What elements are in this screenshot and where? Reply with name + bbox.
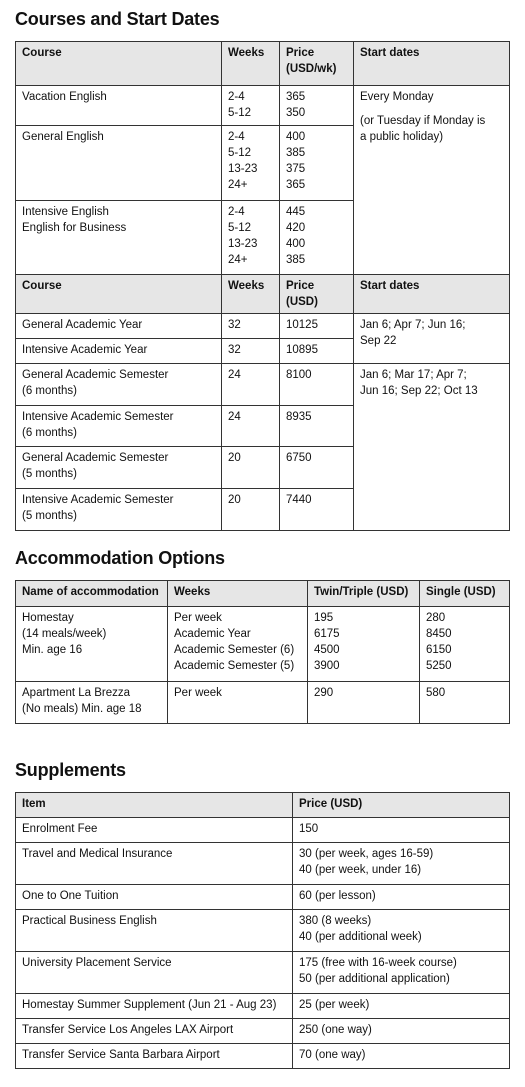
course-start-dates: Jan 6; Apr 7; Jun 16; Sep 22: [354, 314, 510, 364]
course-price: 10125: [280, 314, 354, 339]
table-row: [16, 952, 510, 994]
supplement-price: 30 (per week, ages 16-59) 40 (per week, under 16): [293, 843, 510, 885]
col-start-dates: Start dates: [354, 42, 510, 86]
col-price: Price (USD): [280, 275, 354, 314]
accommodation-twin-price: 290: [308, 682, 420, 724]
course-weeks: 24: [222, 406, 280, 447]
course-price: 6750: [280, 447, 354, 489]
courses-header: [16, 42, 510, 86]
accommodation-table: [15, 580, 510, 724]
start-date-note: Every Monday: [360, 91, 434, 103]
course-start-dates: Jan 6; Mar 17; Apr 7; Jun 16; Sep 22; Oct 13: [354, 364, 510, 531]
col-single: Single (USD): [420, 581, 510, 607]
course-price: 8935: [280, 406, 354, 447]
table-row: [16, 818, 510, 843]
col-item: Item: [16, 793, 293, 818]
course-name: Intensive Academic Semester (6 months): [16, 406, 222, 447]
col-weeks: Weeks: [222, 42, 280, 86]
course-name: General Academic Semester (5 months): [16, 447, 222, 489]
supplement-item: Homestay Summer Supplement (Jun 21 - Aug 23): [16, 994, 293, 1019]
supplements-header: [16, 793, 510, 818]
course-name: General Academic Year: [16, 314, 222, 339]
table-row: [16, 843, 510, 885]
col-weeks: Weeks: [168, 581, 308, 607]
accommodation-weeks: Per week: [168, 682, 308, 724]
supplements-title: Supplements: [15, 760, 126, 780]
supplement-item: One to One Tuition: [16, 885, 293, 910]
course-weeks: 32: [222, 314, 280, 339]
course-weeks: 32: [222, 339, 280, 364]
table-row: [16, 885, 510, 910]
course-start-dates: [354, 86, 510, 275]
course-price: 7440: [280, 489, 354, 531]
col-accommodation-name: Name of accommodation: [16, 581, 168, 607]
course-name: General Academic Semester (6 months): [16, 364, 222, 406]
course-name: Intensive English English for Business: [16, 201, 222, 275]
supplement-price: 60 (per lesson): [293, 885, 510, 910]
course-price: 10895: [280, 339, 354, 364]
supplement-item: Transfer Service Los Angeles LAX Airport: [16, 1019, 293, 1044]
col-start-dates: Start dates: [354, 275, 510, 314]
supplement-price: 70 (one way): [293, 1044, 510, 1069]
accommodation-weeks: Per week Academic Year Academic Semester (6) Academic Semester (5): [168, 607, 308, 682]
courses-table: [15, 41, 510, 531]
table-row: [16, 994, 510, 1019]
col-course: Course: [16, 275, 222, 314]
supplement-price: 380 (8 weeks) 40 (per additional week): [293, 910, 510, 952]
accommodation-twin-price: 195 6175 4500 3900: [308, 607, 420, 682]
accommodation-single-price: 280 8450 6150 5250: [420, 607, 510, 682]
accommodation-title: Accommodation Options: [15, 548, 225, 568]
course-weeks: 2-4 5-12 13-23 24+: [222, 201, 280, 275]
supplement-item: Travel and Medical Insurance: [16, 843, 293, 885]
courses-title: Courses and Start Dates: [15, 9, 220, 29]
table-row: [16, 364, 510, 406]
table-row: [16, 1044, 510, 1069]
table-row: [16, 682, 510, 724]
table-row: [16, 314, 510, 339]
table-row: [16, 86, 510, 126]
supplement-price: 175 (free with 16-week course) 50 (per additional application): [293, 952, 510, 994]
course-weeks: 20: [222, 489, 280, 531]
supplement-price: 25 (per week): [293, 994, 510, 1019]
supplement-item: University Placement Service: [16, 952, 293, 994]
col-twin-triple: Twin/Triple (USD): [308, 581, 420, 607]
accommodation-single-price: 580: [420, 682, 510, 724]
course-weeks: 2-4 5-12 13-23 24+: [222, 126, 280, 201]
course-price: 365 350: [280, 86, 354, 126]
course-weeks: 24: [222, 364, 280, 406]
col-price: Price (USD): [293, 793, 510, 818]
course-weeks: 20: [222, 447, 280, 489]
course-price: 445 420 400 385: [280, 201, 354, 275]
accommodation-name: Homestay (14 meals/week) Min. age 16: [16, 607, 168, 682]
courses-header: [16, 275, 510, 314]
accommodation-name: Apartment La Brezza (No meals) Min. age 18: [16, 682, 168, 724]
supplement-item: Enrolment Fee: [16, 818, 293, 843]
col-course: Course: [16, 42, 222, 86]
course-weeks: 2-4 5-12: [222, 86, 280, 126]
col-weeks: Weeks: [222, 275, 280, 314]
table-row: [16, 910, 510, 952]
course-name: Vacation English: [16, 86, 222, 126]
course-name: Intensive Academic Semester (5 months): [16, 489, 222, 531]
col-price: Price (USD/wk): [280, 42, 354, 86]
accommodation-header: [16, 581, 510, 607]
start-date-note: (or Tuesday if Monday is a public holiday): [360, 115, 486, 143]
supplement-price: 150: [293, 818, 510, 843]
course-price: 8100: [280, 364, 354, 406]
course-price: 400 385 375 365: [280, 126, 354, 201]
table-row: [16, 607, 510, 682]
supplement-item: Transfer Service Santa Barbara Airport: [16, 1044, 293, 1069]
supplement-item: Practical Business English: [16, 910, 293, 952]
course-name: General English: [16, 126, 222, 201]
table-row: [16, 1019, 510, 1044]
course-name: Intensive Academic Year: [16, 339, 222, 364]
supplement-price: 250 (one way): [293, 1019, 510, 1044]
supplements-table: [15, 792, 510, 1069]
